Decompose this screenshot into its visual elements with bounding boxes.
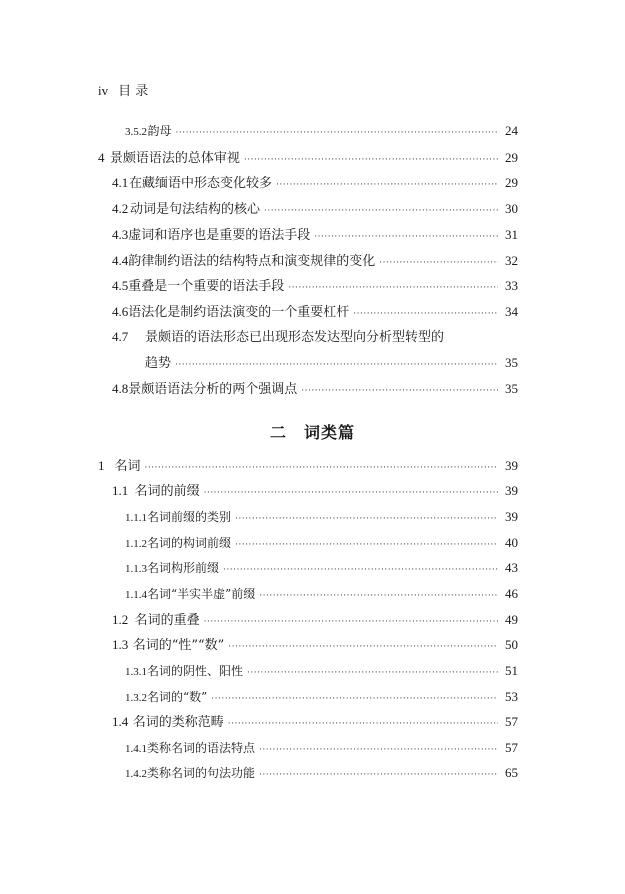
toc-page: 24 [505,123,518,138]
toc-page: 46 [505,586,518,601]
toc-title: 类称名词的句法功能 [147,766,256,780]
toc-entry-4-7[interactable] [112,328,444,346]
toc-entry-3-5-2[interactable] [125,122,518,140]
leader-dots [235,510,498,528]
toc-title: 在藏缅语中形态变化较多 [129,176,273,191]
leader-dots [301,382,498,400]
toc-title-continuation: 趋势 [145,356,172,371]
leader-dots [228,638,498,656]
leader-dots [314,228,498,246]
toc-page: 57 [505,714,518,729]
toc-number: 1.3.2 [125,692,147,704]
toc-entry-1-4-2[interactable] [125,764,518,782]
toc-entry-4-5[interactable] [112,277,518,295]
toc-page: 39 [505,509,518,524]
toc-page: 31 [505,227,518,242]
toc-entry-1-1-2[interactable] [125,534,518,552]
toc-number: 4.8 [112,381,129,396]
toc-page: 53 [505,689,518,704]
toc-title: 语法化是制约语法演变的一个重要杠杆 [128,305,350,320]
toc-number: 4.1 [112,175,129,190]
toc-page: 43 [505,560,518,575]
toc-page: 39 [505,483,518,498]
section-heading: 二 词类篇 [269,423,355,442]
toc-page: 49 [505,612,518,627]
leader-dots [353,305,498,323]
toc-entry-4-3[interactable] [112,226,518,244]
toc-entry-1-3-2[interactable] [125,688,518,706]
leader-dots [223,561,498,579]
toc-entry-1-4[interactable] [112,713,518,731]
toc-entry-1[interactable] [98,457,518,475]
leader-dots [379,254,498,272]
toc-number: 1.4.1 [125,743,147,755]
leader-dots [204,613,498,631]
toc-title: 重叠是一个重要的语法手段 [128,279,285,294]
toc-title: 名词的类称范畴 [132,715,224,730]
leader-dots [247,664,498,682]
toc-page: 57 [505,740,518,755]
toc-entry-1-2[interactable] [112,611,518,629]
toc-entry-1-1-1[interactable] [125,508,518,526]
toc-title: 景颇语语法的总体审视 [109,151,240,166]
toc-number: 4.2 [112,201,129,216]
toc-entry-4-6[interactable] [112,303,518,321]
toc-number: 1.4.2 [125,768,147,780]
toc-entry-4-8[interactable] [112,380,518,398]
toc-page: 65 [505,765,518,780]
toc-title: 名词的“数” [147,690,208,704]
toc-page: 29 [505,150,518,165]
toc-number: 4.3 [112,227,129,242]
toc-title: 名词前缀的类别 [147,510,232,524]
toc-entry-1-4-1[interactable] [125,739,518,757]
toc-page: 35 [505,355,518,370]
toc-entry-1-3-1[interactable] [125,662,518,680]
leader-dots [259,766,498,784]
running-header [98,80,148,99]
toc-title: 韵母 [147,124,172,138]
toc-title: 名词 [114,459,141,474]
toc-page: 30 [505,201,518,216]
toc-number: 1.1.2 [125,538,147,550]
toc-number: 3.5.2 [125,126,147,138]
toc-page: 35 [505,381,518,396]
toc-number: 1.2 [112,612,129,627]
toc-number: 1.1.3 [125,563,147,575]
toc-title: 韵律制约语法的结构特点和演变规律的变化 [128,254,376,269]
toc-number: 1.3 [112,637,129,652]
toc-page: 29 [505,175,518,190]
toc-title: 名词的构词前缀 [147,536,232,550]
toc-title: 名词的阴性、阳性 [147,664,244,678]
leader-dots [228,715,498,733]
toc-number: 1.1 [112,483,129,498]
leader-dots [244,151,498,169]
toc-entry-4-1[interactable] [112,174,518,192]
toc-title: 虚词和语序也是重要的语法手段 [128,228,311,243]
leader-dots [204,484,498,502]
toc-number: 4 [98,150,105,165]
toc-number: 4.6 [112,304,129,319]
leader-dots [288,279,498,297]
toc-page: 34 [505,304,518,319]
toc-entry-4-4[interactable] [112,252,518,270]
toc-title: 景颇语的语法形态已出现形态发达型向分析型转型的 [145,330,445,345]
toc-title: 名词的“性”“数” [132,638,225,653]
toc-number: 1.1.4 [125,589,147,601]
header-title: 目 录 [118,84,149,99]
toc-title: 名词“半实半虚”前缀 [147,587,256,601]
toc-number: 1.1.1 [125,512,147,524]
leader-dots [276,176,498,194]
toc-entry-1-3[interactable] [112,636,518,654]
leader-dots [235,536,498,554]
leader-dots [175,356,498,374]
toc-entry-1-1-3[interactable] [125,559,518,577]
leader-dots [264,202,498,220]
header-page-number: iv [98,83,109,98]
leader-dots [144,459,498,477]
toc-page: 50 [505,637,518,652]
toc-title: 名词构形前缀 [147,561,220,575]
leader-dots [176,124,499,142]
toc-title: 动词是句法结构的核心 [129,202,260,217]
toc-number: 1.3.1 [125,666,147,678]
toc-entry-4[interactable] [98,149,518,167]
toc-page: 33 [505,278,518,293]
toc-entry-4-2[interactable] [112,200,518,218]
toc-entry-1-1[interactable] [112,482,518,500]
leader-dots [259,587,498,605]
toc-entry-1-1-4[interactable] [125,585,518,603]
toc-title: 名词的重叠 [134,613,200,628]
toc-title: 类称名词的语法特点 [147,741,256,755]
leader-dots [259,741,498,759]
toc-number: 4.4 [112,253,129,268]
toc-number: 1.4 [112,714,129,729]
toc-number: 4.7 [112,329,129,344]
toc-page: 51 [505,663,518,678]
toc-page: 39 [505,458,518,473]
toc-number: 1 [98,458,105,473]
leader-dots [211,690,498,708]
toc-number: 4.5 [112,278,129,293]
toc-title: 名词的前缀 [134,484,200,499]
toc-entry-4-7-continuation[interactable] [145,354,518,372]
toc-page: 40 [505,535,518,550]
toc-page: 32 [505,253,518,268]
toc-title: 景颇语语法分析的两个强调点 [128,382,298,397]
